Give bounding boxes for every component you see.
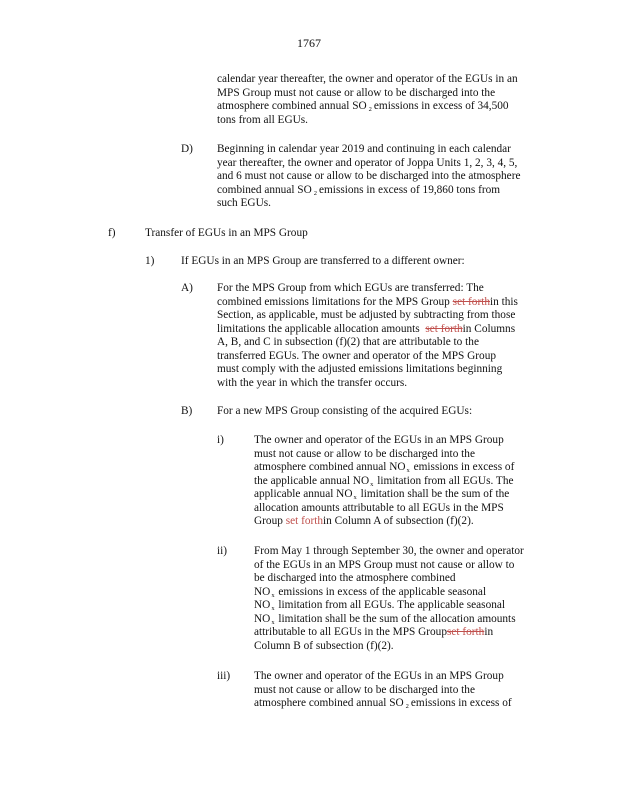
text-line: atmosphere combined annual SO $_2$ emissions in excess of [254, 697, 512, 710]
text-line: must not cause or allow to be discharged into the [254, 683, 475, 696]
text-line: Group set forthin Column A of subsection (f)(2). [254, 515, 474, 527]
section-label-f: f) [108, 227, 116, 239]
item-label-ii: ii) [217, 545, 228, 557]
text-line: must comply with the adjusted emissions limitations beginning [217, 363, 503, 375]
text-line: combined annual SO $_2$ emissions in excess of 19,860 tons from [217, 183, 501, 197]
text-line: transferred EGUs. The owner and operator of the MPS Group [217, 349, 497, 362]
text-line: $NO_x$ emissions in excess of the applicable seasonal [254, 585, 487, 599]
paragraph-d [217, 143, 557, 211]
paragraph-ii [254, 545, 564, 653]
text-line: A, B, and C in subsection (f)(2) that are attributable to the [217, 336, 479, 348]
paragraph-1: If EGUs in an MPS Group are transferred to a different owner: [181, 255, 465, 267]
text-line: be discharged into the atmosphere combined [254, 572, 456, 584]
text-line: limitations the applicable allocation amounts set forthin Columns [217, 322, 516, 335]
paragraph-a [217, 282, 557, 390]
struck-text: set forth [452, 295, 491, 308]
item-label-b: B) [181, 405, 193, 417]
text-line: Section, as applicable, must be adjusted by subtracting from those [217, 309, 516, 321]
text-line: combined emissions limitations for the MPS Group set forthin this [217, 295, 518, 308]
text-line: MPS Group must not cause or allow to be discharged into the [217, 86, 496, 99]
item-label-d: D) [181, 143, 193, 155]
text-line: tons from all EGUs. [217, 113, 308, 126]
item-label-i: i) [217, 434, 224, 446]
text-line: of the EGUs in an MPS Group must not cause or allow to [254, 558, 515, 571]
section-heading: Transfer of EGUs in an MPS Group [145, 227, 308, 239]
text-line: and 6 must not cause or allow to be discharged into the atmosphere [217, 170, 521, 182]
text-line: year thereafter, the owner and operator of Joppa Units 1, 2, 3, 4, 5, [217, 156, 518, 169]
struck-text: set forth [425, 322, 463, 335]
item-label-1: 1) [145, 255, 155, 267]
text-line: atmosphere combined annual SO $_2$ emissions in excess of 34,500 [217, 100, 509, 113]
text-line: The owner and operator of the EGUs in an MPS Group [254, 670, 504, 682]
text-line: attributable to all EGUs in the MPS Groupset forthin [254, 626, 494, 638]
paragraph-i [254, 434, 554, 529]
text-line: $NO_x$ limitation shall be the sum of the allocation amounts [254, 612, 516, 626]
paragraph-iii [254, 670, 554, 711]
text-line: applicable annual $NO_x$ limitation shall be the sum of the [254, 488, 510, 501]
struck-text: set forth [446, 626, 485, 638]
text-line: the applicable annual $NO_x$ limitation from all EGUs. The [254, 474, 514, 488]
text-line: From May 1 through September 30, the owner and operator [254, 545, 524, 557]
text-line: allocation amounts attributable to all EGUs in the MPS [254, 501, 504, 514]
text-line: For the MPS Group from which EGUs are transferred: The [217, 282, 484, 294]
text-line: Column B of subsection (f)(2). [254, 639, 394, 652]
text-line: The owner and operator of the EGUs in an MPS Group [254, 434, 504, 446]
text-line: must not cause or allow to be discharged into the [254, 447, 475, 460]
item-label-iii: iii) [217, 670, 231, 682]
text-line: with the year in which the transfer occurs. [217, 376, 408, 389]
text-line: Beginning in calendar year 2019 and continuing in each calendar [217, 143, 511, 155]
inserted-text: set forth [285, 515, 324, 527]
text-line: calendar year thereafter, the owner and operator of the EGUs in an [217, 73, 518, 85]
paragraph-b: For a new MPS Group consisting of the acquired EGUs: [217, 405, 473, 417]
page-number: 1767 [297, 36, 321, 50]
text-line: such EGUs. [217, 197, 271, 209]
paragraph-c-continuation [217, 73, 557, 127]
item-label-a: A) [181, 282, 193, 294]
text-line: $NO_x$ limitation from all EGUs. The applicable seasonal [254, 599, 506, 612]
text-line: atmosphere combined annual $NO_x$ emissions in excess of [254, 461, 515, 474]
